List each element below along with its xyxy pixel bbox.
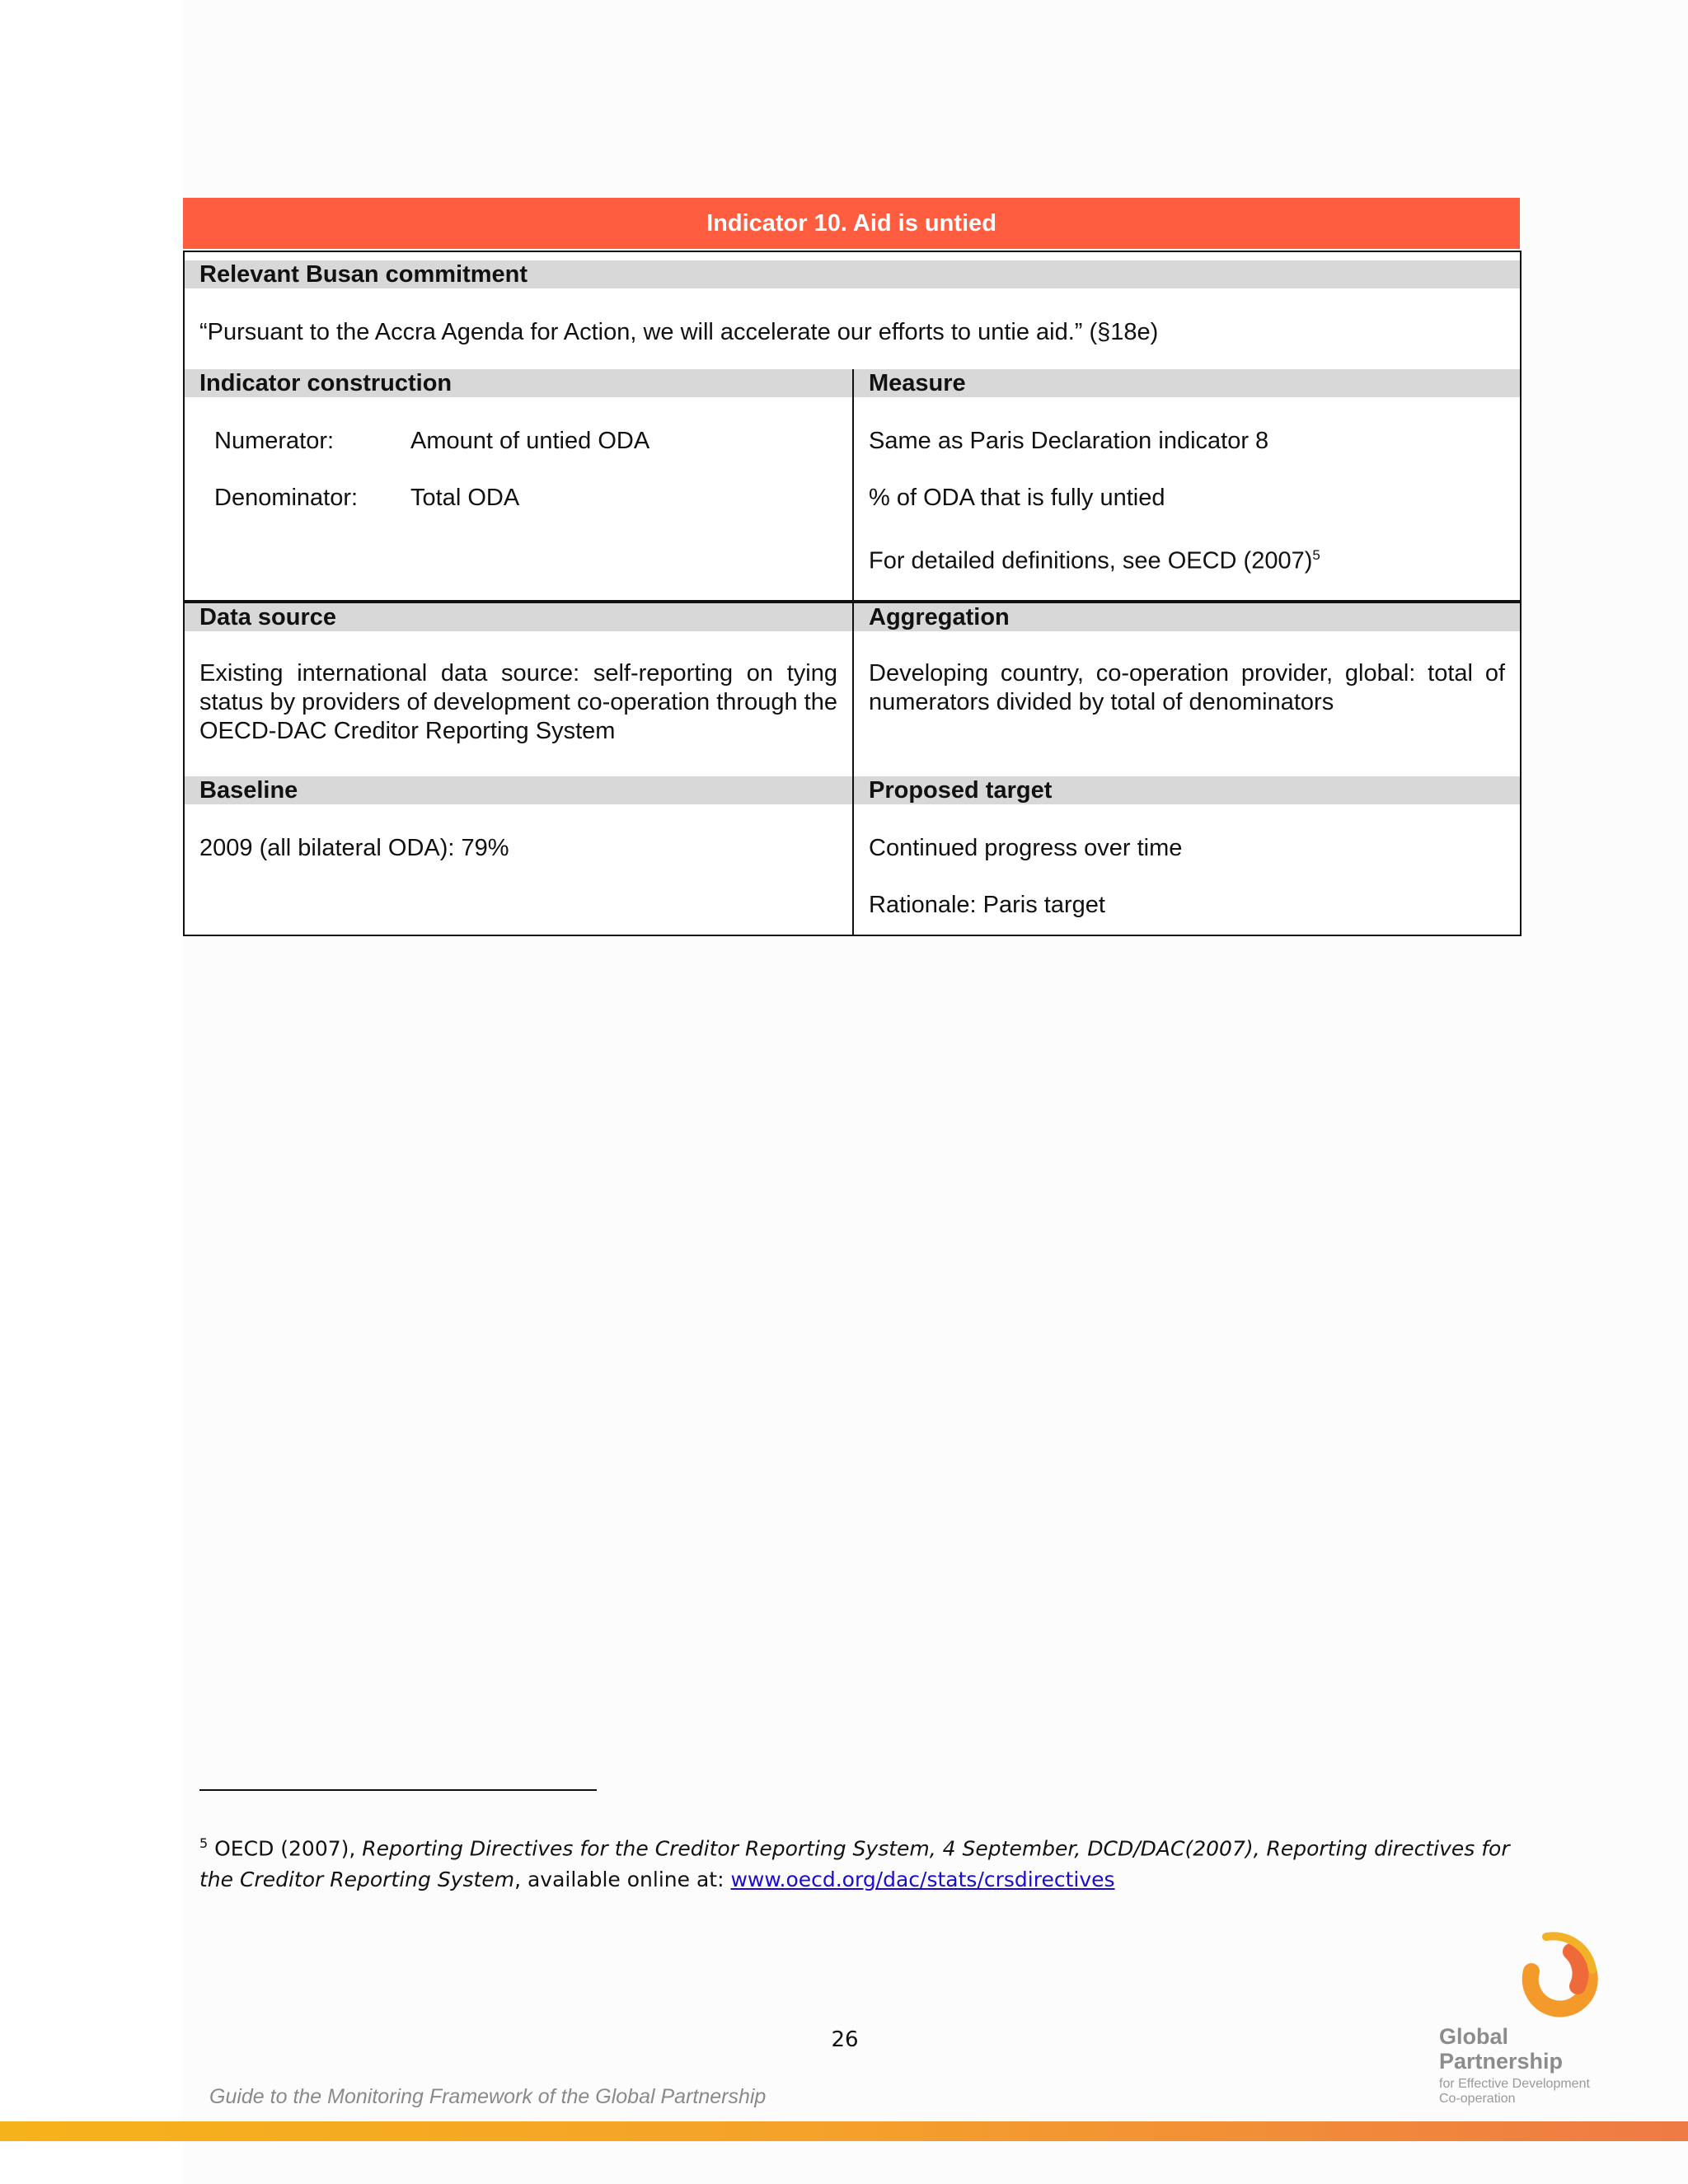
construction-header: Indicator construction [185, 369, 852, 397]
target-line-2: Rationale: Paris target [869, 892, 1105, 918]
datasource-text: Existing international data source: self-reporting on tying status by providers of development co-operation through the OECD-DAC Creditor Reporting System [199, 660, 837, 744]
baseline-target-row [183, 776, 1522, 936]
measure-cell [854, 369, 1520, 600]
commitment-text: “Pursuant to the Accra Agenda for Action, we will accelerate our efforts to untie aid.” (§18e) [199, 319, 1159, 345]
measure-line-2: % of ODA that is fully untied [869, 485, 1165, 511]
page-number: 26 [831, 2027, 859, 2052]
footnote-ref[interactable]: 5 [1312, 547, 1320, 563]
construction-cell [185, 369, 852, 600]
baseline-text: 2009 (all bilateral ODA): 79% [199, 835, 509, 861]
footnote-title: Reporting Directives for the Creditor Reporting System, 4 September, DCD/DAC(2007), Reporting directives for the Creditor Reporting System [199, 1836, 1510, 1892]
construction-measure-row [183, 369, 1522, 602]
aggregation-header: Aggregation [854, 603, 1520, 631]
denominator-label: Denominator: [214, 485, 359, 511]
logo-ring-icon [1439, 1929, 1629, 2027]
measure-header: Measure [854, 369, 1520, 397]
commitment-row [183, 251, 1522, 373]
aggregation-cell [854, 603, 1520, 778]
footnote-number: 5 [199, 1835, 209, 1851]
footnote [199, 1828, 1518, 1896]
footnote-prefix: OECD (2007), [208, 1836, 363, 1861]
footer-title: Guide to the Monitoring Framework of the Global Partnership [209, 2085, 767, 2108]
logo-line-1: Global [1439, 2024, 1509, 2049]
footnote-middle: , available online at: [514, 1868, 731, 1892]
footnote-link[interactable]: www.oecd.org/dac/stats/crsdirectives [730, 1868, 1115, 1892]
target-header: Proposed target [854, 776, 1520, 804]
measure-line-3-text: For detailed definitions, see OECD (2007) [869, 547, 1313, 574]
aggregation-text: Developing country, co-operation provider, global: total of numerators divided by total of denominators [869, 660, 1505, 715]
denominator-value: Total ODA [410, 485, 520, 511]
baseline-header: Baseline [185, 776, 852, 804]
footer-color-bar [0, 2121, 1688, 2141]
table-title: Indicator 10. Aid is untied [183, 198, 1520, 249]
numerator-value: Amount of untied ODA [410, 428, 650, 454]
datasource-cell [185, 603, 852, 778]
numerator-label: Numerator: [214, 428, 335, 454]
logo-line-3: for Effective Development [1439, 2077, 1590, 2091]
logo-line-2: Partnership [1439, 2049, 1564, 2074]
datasource-aggregation-row [183, 602, 1522, 780]
logo-line-4: Co-operation [1439, 2092, 1516, 2106]
commitment-header: Relevant Busan commitment [185, 260, 1520, 288]
target-cell [854, 776, 1520, 935]
measure-line-1: Same as Paris Declaration indicator 8 [869, 428, 1269, 454]
global-partnership-logo [1439, 1929, 1629, 2110]
footnote-separator [199, 1789, 597, 1791]
target-line-1: Continued progress over time [869, 835, 1183, 861]
datasource-header: Data source [185, 603, 852, 631]
baseline-cell [185, 776, 852, 935]
measure-line-3 [869, 541, 1320, 576]
